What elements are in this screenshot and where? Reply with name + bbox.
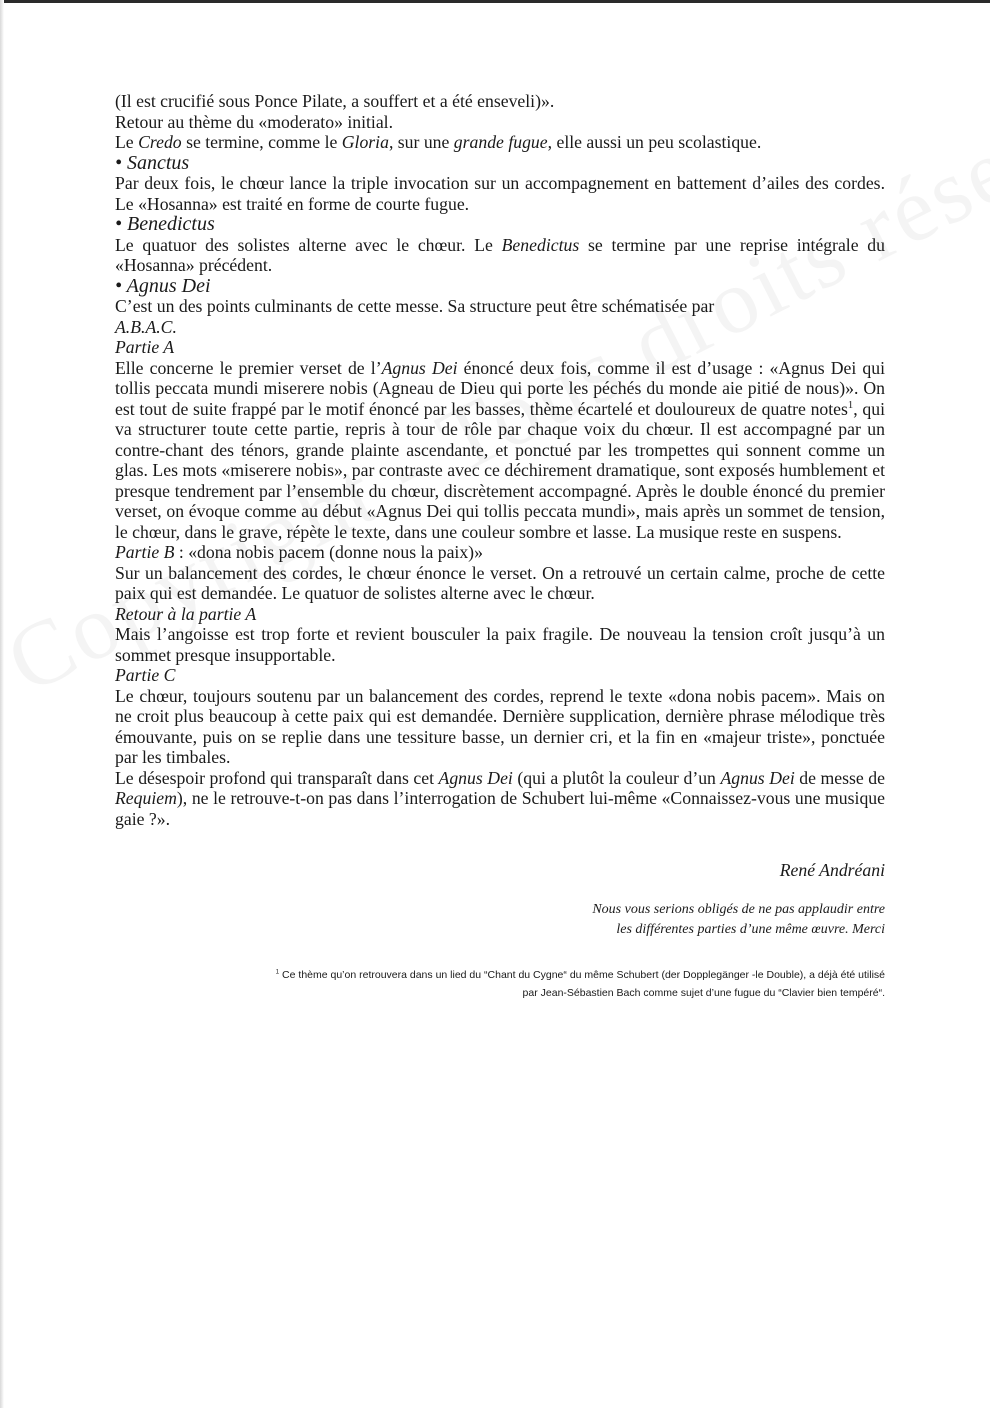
- footnote-reference: 1: [847, 399, 854, 411]
- paragraph: Par deux fois, le chœur lance la triple invocation sur un accompagnement en battement d’ailes des cordes. Le «Hosanna» est traité en forme de courte fugue.: [115, 173, 885, 214]
- paragraph: Le désespoir profond qui transparaît dans cet Agnus Dei (qui a plutôt la couleur d’un Agnus Dei de messe de Requiem), ne le retrouve-t-on pas dans l’interrogation de Schubert lui-même «Connaissez-vous une musique gaie ?».: [115, 767, 885, 829]
- paragraph: Retour au thème du «moderato» initial.: [115, 111, 394, 132]
- section-heading-agnus-dei: • Agnus Dei: [115, 274, 211, 297]
- paragraph: Sur un balancement des cordes, le chœur énonce le verset. On a retrouvé un certain calme, proche de cette paix qui est demandée. Le quatuor de solistes alterne avec le chœur.: [115, 562, 885, 603]
- paragraph: Le Credo se termine, comme le Gloria, sur une grande fugue, elle aussi un peu scolastique.: [115, 132, 762, 152]
- subheading-partie-b: Partie B : «dona nobis pacem (donne nous la paix)»: [115, 542, 483, 562]
- scan-edge: [0, 0, 4, 1408]
- article-body: [115, 91, 885, 829]
- paragraph: Elle concerne le premier verset de l’Agnus Dei énoncé deux fois, comme il est d’usage : «Agnus Dei qui tollis peccata mundi miserere nobis (Agneau de Dieu qui porte les péchés du monde aie pitié de nous)». On est tout de suite frappé par le motif énoncé par les basses, thème écartelé et douloureux de quatre notes$^1$, qui va structurer toute cette partie, repris à tour de rôle par chaque voix du chœur. Il est accompagné par un contre-chant des ténors, grande plainte ascendante, et ponctué par les trompettes qui sonnent comme un glas. Les mots «miserere nobis», par contraste avec ce déchirement dramatique, sont exposés humblement et presque tendrement par l’ensemble du chœur, discrètement accompagné. Après le double énoncé du premier verset, on évoque comme au début «Agnus Dei qui tollis peccata mundi», mais après un sommet de tension, le chœur, dans le grave, répète le texte, dans une couleur sombre et lasse. La musique reste en suspens.: [115, 357, 885, 542]
- footnote-mark: 1: [275, 968, 280, 976]
- top-rule: [0, 0, 990, 3]
- paragraph: (Il est crucifié sous Ponce Pilate, a souffert et a été enseveli)».: [115, 91, 555, 111]
- request-line: les différentes parties d’une même œuvre. Merci: [616, 922, 885, 937]
- paragraph: C’est un des points culminants de cette messe. Sa structure peut être schématisée par: [115, 296, 715, 316]
- subheading-retour-partie-a: Retour à la partie A: [115, 603, 257, 624]
- paragraph: Le quatuor des solistes alterne avec le chœur. Le Benedictus se termine par une reprise intégrale du «Hosanna» précédent.: [115, 234, 885, 275]
- applause-request: [592, 900, 885, 940]
- author-signature: René Andréani: [779, 860, 885, 880]
- footnote: $^1$ Ce thème qu’on retrouvera dans un lied du “Chant du Cygne“ du même Schubert (der Dopplegänger -le Double), a déjà été utilisé par Jean-Sébastien Bach comme sujet d’une fugue du “Clavier bien tempéré“.: [275, 968, 885, 999]
- subheading-partie-a: Partie A: [115, 337, 175, 357]
- request-line: Nous vous serions obligés de ne pas applaudir entre: [592, 902, 885, 917]
- paragraph: Le chœur, toujours soutenu par un balancement des cordes, reprend le texte «dona nobis pacem». Mais on ne croit plus beaucoup à cette paix qui est demandée. Dernière supplication, dernière phrase mélodique très émouvante, puis on se replie dans une tessiture basse, un dernier cri, et la fin en «majeur triste», ponctuée par les timbales.: [115, 685, 885, 767]
- section-heading-benedictus: • Benedictus: [115, 213, 215, 235]
- structure-label: A.B.A.C.: [115, 316, 177, 337]
- paragraph: Mais l’angoisse est trop forte et revient bousculer la paix fragile. De nouveau la tension croît jusqu’à un sommet presque insupportable.: [115, 624, 885, 665]
- section-heading-sanctus: • Sanctus: [115, 151, 190, 174]
- subheading-partie-c: Partie C: [115, 665, 176, 685]
